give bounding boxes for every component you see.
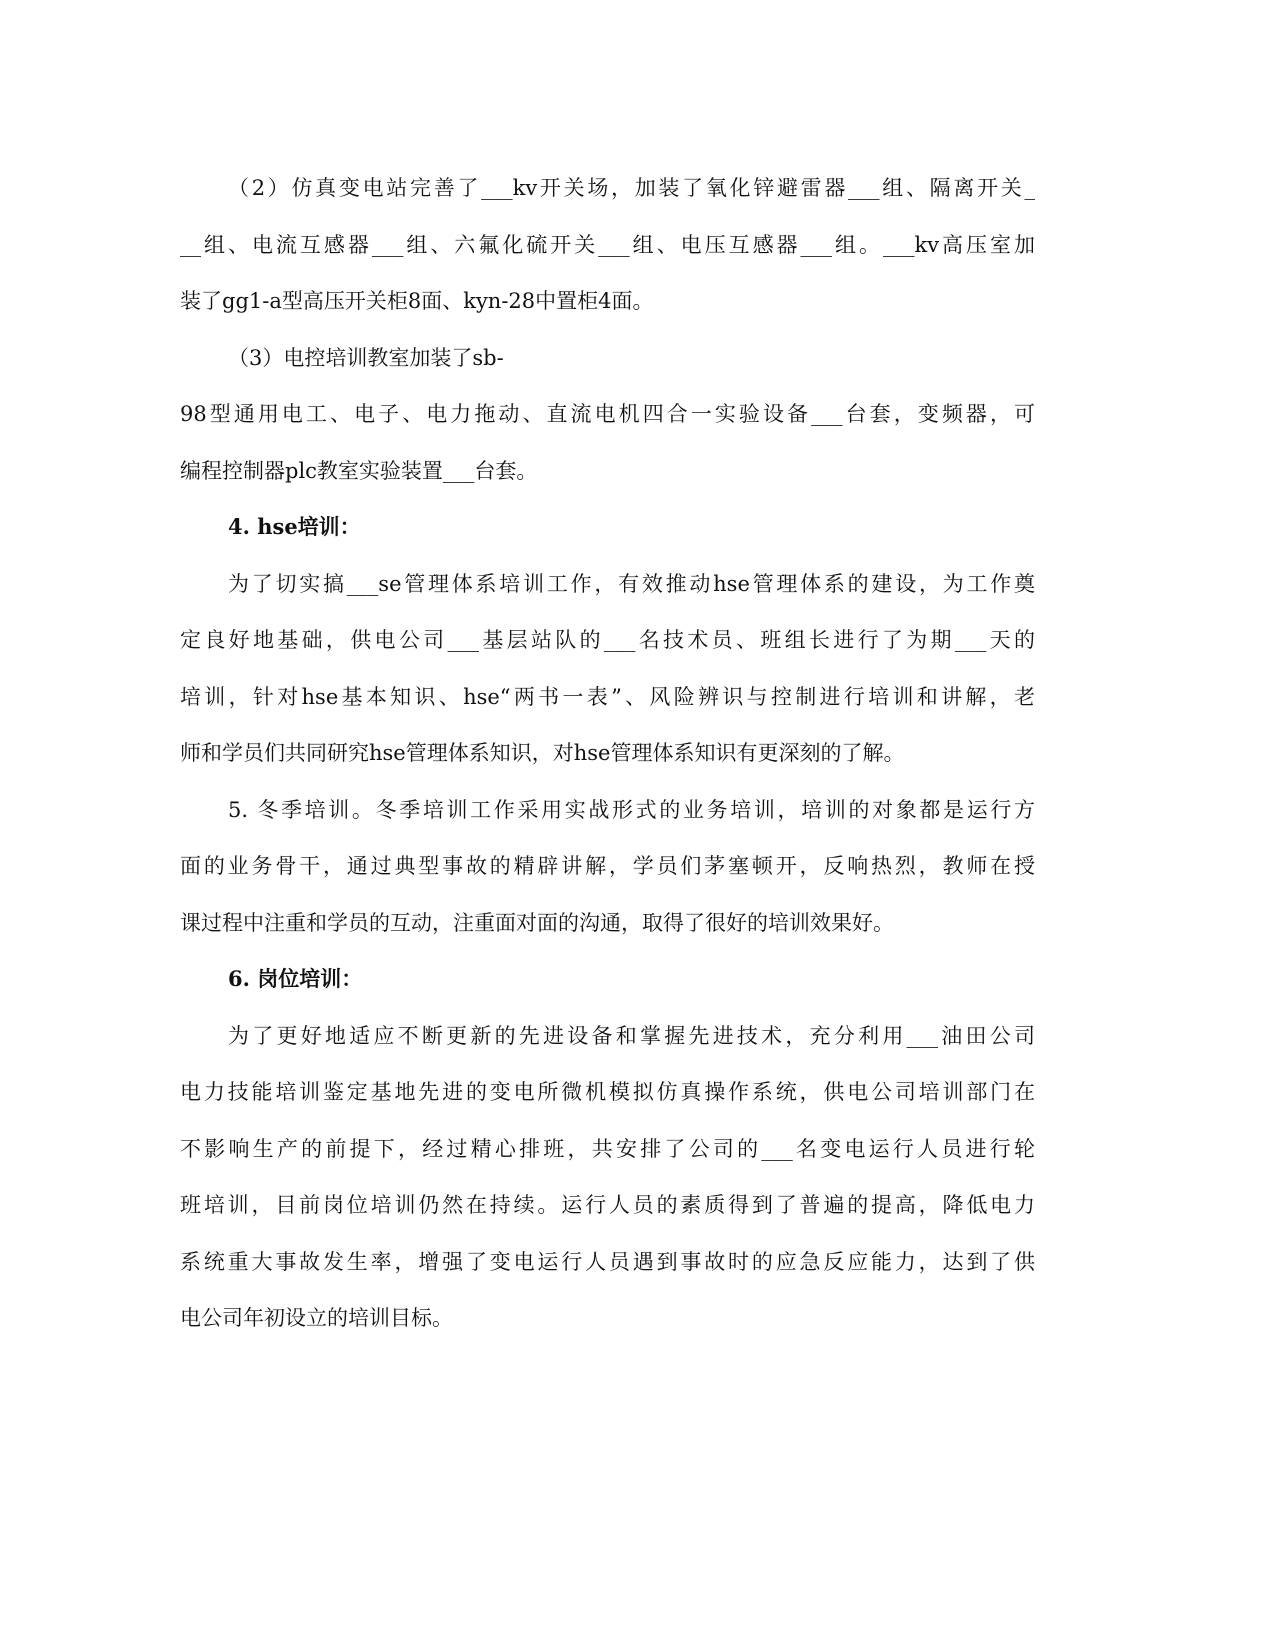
- paragraph-item-3: [180, 336, 1035, 506]
- text-line: 不影响生产的前提下，经过精心排班，共安排了公司的___名变电运行人员进行轮: [180, 1136, 1035, 1161]
- text-line: 编程控制器plc教室实验装置___台套。: [180, 458, 538, 483]
- text-line: 为了切实搞___se管理体系培训工作，有效推动hse管理体系的建设，为工作奠: [228, 571, 1035, 596]
- text-line: 课过程中注重和学员的互动，注重面对面的沟通，取得了很好的培训效果好。: [180, 910, 894, 935]
- paragraph-item-2: [180, 166, 1035, 336]
- text-line: 班培训，目前岗位培训仍然在持续。运行人员的素质得到了普遍的提高，降低电力: [180, 1193, 1035, 1217]
- text-line: （3）电控培训教室加装了sb-: [228, 345, 504, 370]
- document-page: [180, 166, 1035, 1353]
- section-heading-post-training: 6. 岗位培训：: [228, 966, 363, 991]
- paragraph-hse: [180, 562, 1035, 788]
- text-line: 98型通用电工、电子、电力拖动、直流电机四合一实验设备___台套，变频器，可: [180, 402, 1035, 426]
- text-line: 为了更好地适应不断更新的先进设备和掌握先进技术，充分利用___油田公司: [228, 1023, 1035, 1048]
- text-line: 装了gg1-a型高压开关柜8面、kyn-28中置柜4面。: [180, 289, 654, 313]
- text-line: 面的业务骨干，通过典型事故的精辟讲解，学员们茅塞顿开，反响热烈，教师在授: [180, 854, 1035, 878]
- text-line: 培训，针对hse基本知识、hse“两书一表”、风险辨识与控制进行培训和讲解，老: [180, 684, 1035, 709]
- text-line: 电力技能培训鉴定基地先进的变电所微机模拟仿真操作系统，供电公司培训部门在: [180, 1080, 1035, 1104]
- paragraph-winter-training: [180, 788, 1035, 958]
- text-line: 电公司年初设立的培训目标。: [180, 1306, 453, 1330]
- text-line: 师和学员们共同研究hse管理体系知识，对hse管理体系知识有更深刻的了解。: [180, 741, 905, 765]
- text-line: （2）仿真变电站完善了___kv开关场，加装了氧化锌避雷器___组、隔离开关_: [228, 176, 1035, 200]
- section-heading-hse: 4. hse培训：: [228, 514, 361, 539]
- paragraph-post-training: [180, 1014, 1035, 1353]
- text-line: 定良好地基础，供电公司___基层站队的___名技术员、班组长进行了为期___天的: [180, 628, 1035, 652]
- text-line: __组、电流互感器___组、六氟化硫开关___组、电压互感器___组。___kv高压室加: [180, 232, 1035, 257]
- text-line: 5. 冬季培训。冬季培训工作采用实战形式的业务培训，培训的对象都是运行方: [228, 797, 1035, 822]
- text-line: 系统重大事故发生率，增强了变电运行人员遇到事故时的应急反应能力，达到了供: [180, 1249, 1035, 1274]
